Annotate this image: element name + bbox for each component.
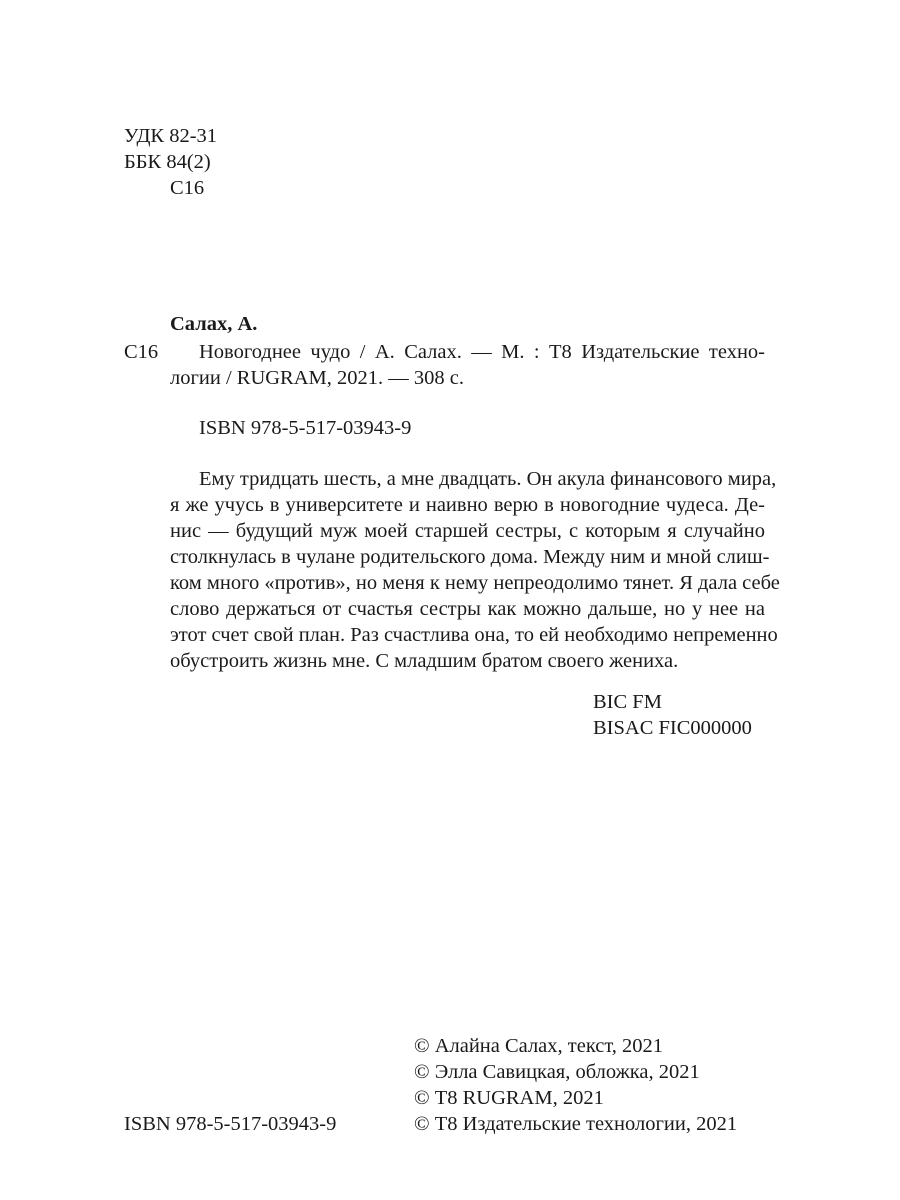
copyright-line: © Т8 RUGRAM, 2021 xyxy=(414,1087,604,1109)
copyright-line: © Элла Савицкая, обложка, 2021 xyxy=(414,1061,700,1083)
author-heading: Салах, А. xyxy=(170,313,258,335)
copyright-line: © Т8 Издательские технологии, 2021 xyxy=(414,1113,738,1135)
annotation-line: этот счет свой план. Раз счастлива она, то ей необходимо непременно xyxy=(170,624,778,646)
bbk-code: ББК 84(2) xyxy=(124,151,211,173)
udk-code: УДК 82-31 xyxy=(124,125,218,147)
annotation-line: я же учусь в университете и наивно верю в новогодние чудеса. Де- xyxy=(170,494,765,516)
bib-isbn: ISBN 978-5-517-03943-9 xyxy=(199,417,412,439)
annotation-line: столкнулась в чулане родительского дома. Между ним и мной слиш- xyxy=(170,546,770,568)
bib-title-line-1: Новогоднее чудо / А. Салах. — М. : Т8 Издательские техно- xyxy=(199,341,765,363)
author-mark: С16 xyxy=(170,177,205,199)
annotation-line: ком много «против», но меня к нему непреодолимо тянет. Я дала себе xyxy=(170,572,780,594)
annotation-line: Ему тридцать шесть, а мне двадцать. Он акула финансового мира, xyxy=(199,468,777,490)
annotation-line: обустроить жизнь мне. С младшим братом своего жениха. xyxy=(170,650,679,672)
footer-isbn: ISBN 978-5-517-03943-9 xyxy=(124,1113,337,1135)
bib-mark: С16 xyxy=(124,341,159,363)
annotation-line: слово держаться от счастья сестры как можно дальше, но у нее на xyxy=(170,598,765,620)
annotation-line: нис — будущий муж моей старшей сестры, с которым я случайно xyxy=(170,520,765,542)
bib-title-line-2: логии / RUGRAM, 2021. — 308 с. xyxy=(170,367,464,389)
bic-code: BIC FM xyxy=(593,691,662,713)
bisac-code: BISAC FIC000000 xyxy=(593,717,752,739)
copyright-line: © Алайна Салах, текст, 2021 xyxy=(414,1035,664,1057)
